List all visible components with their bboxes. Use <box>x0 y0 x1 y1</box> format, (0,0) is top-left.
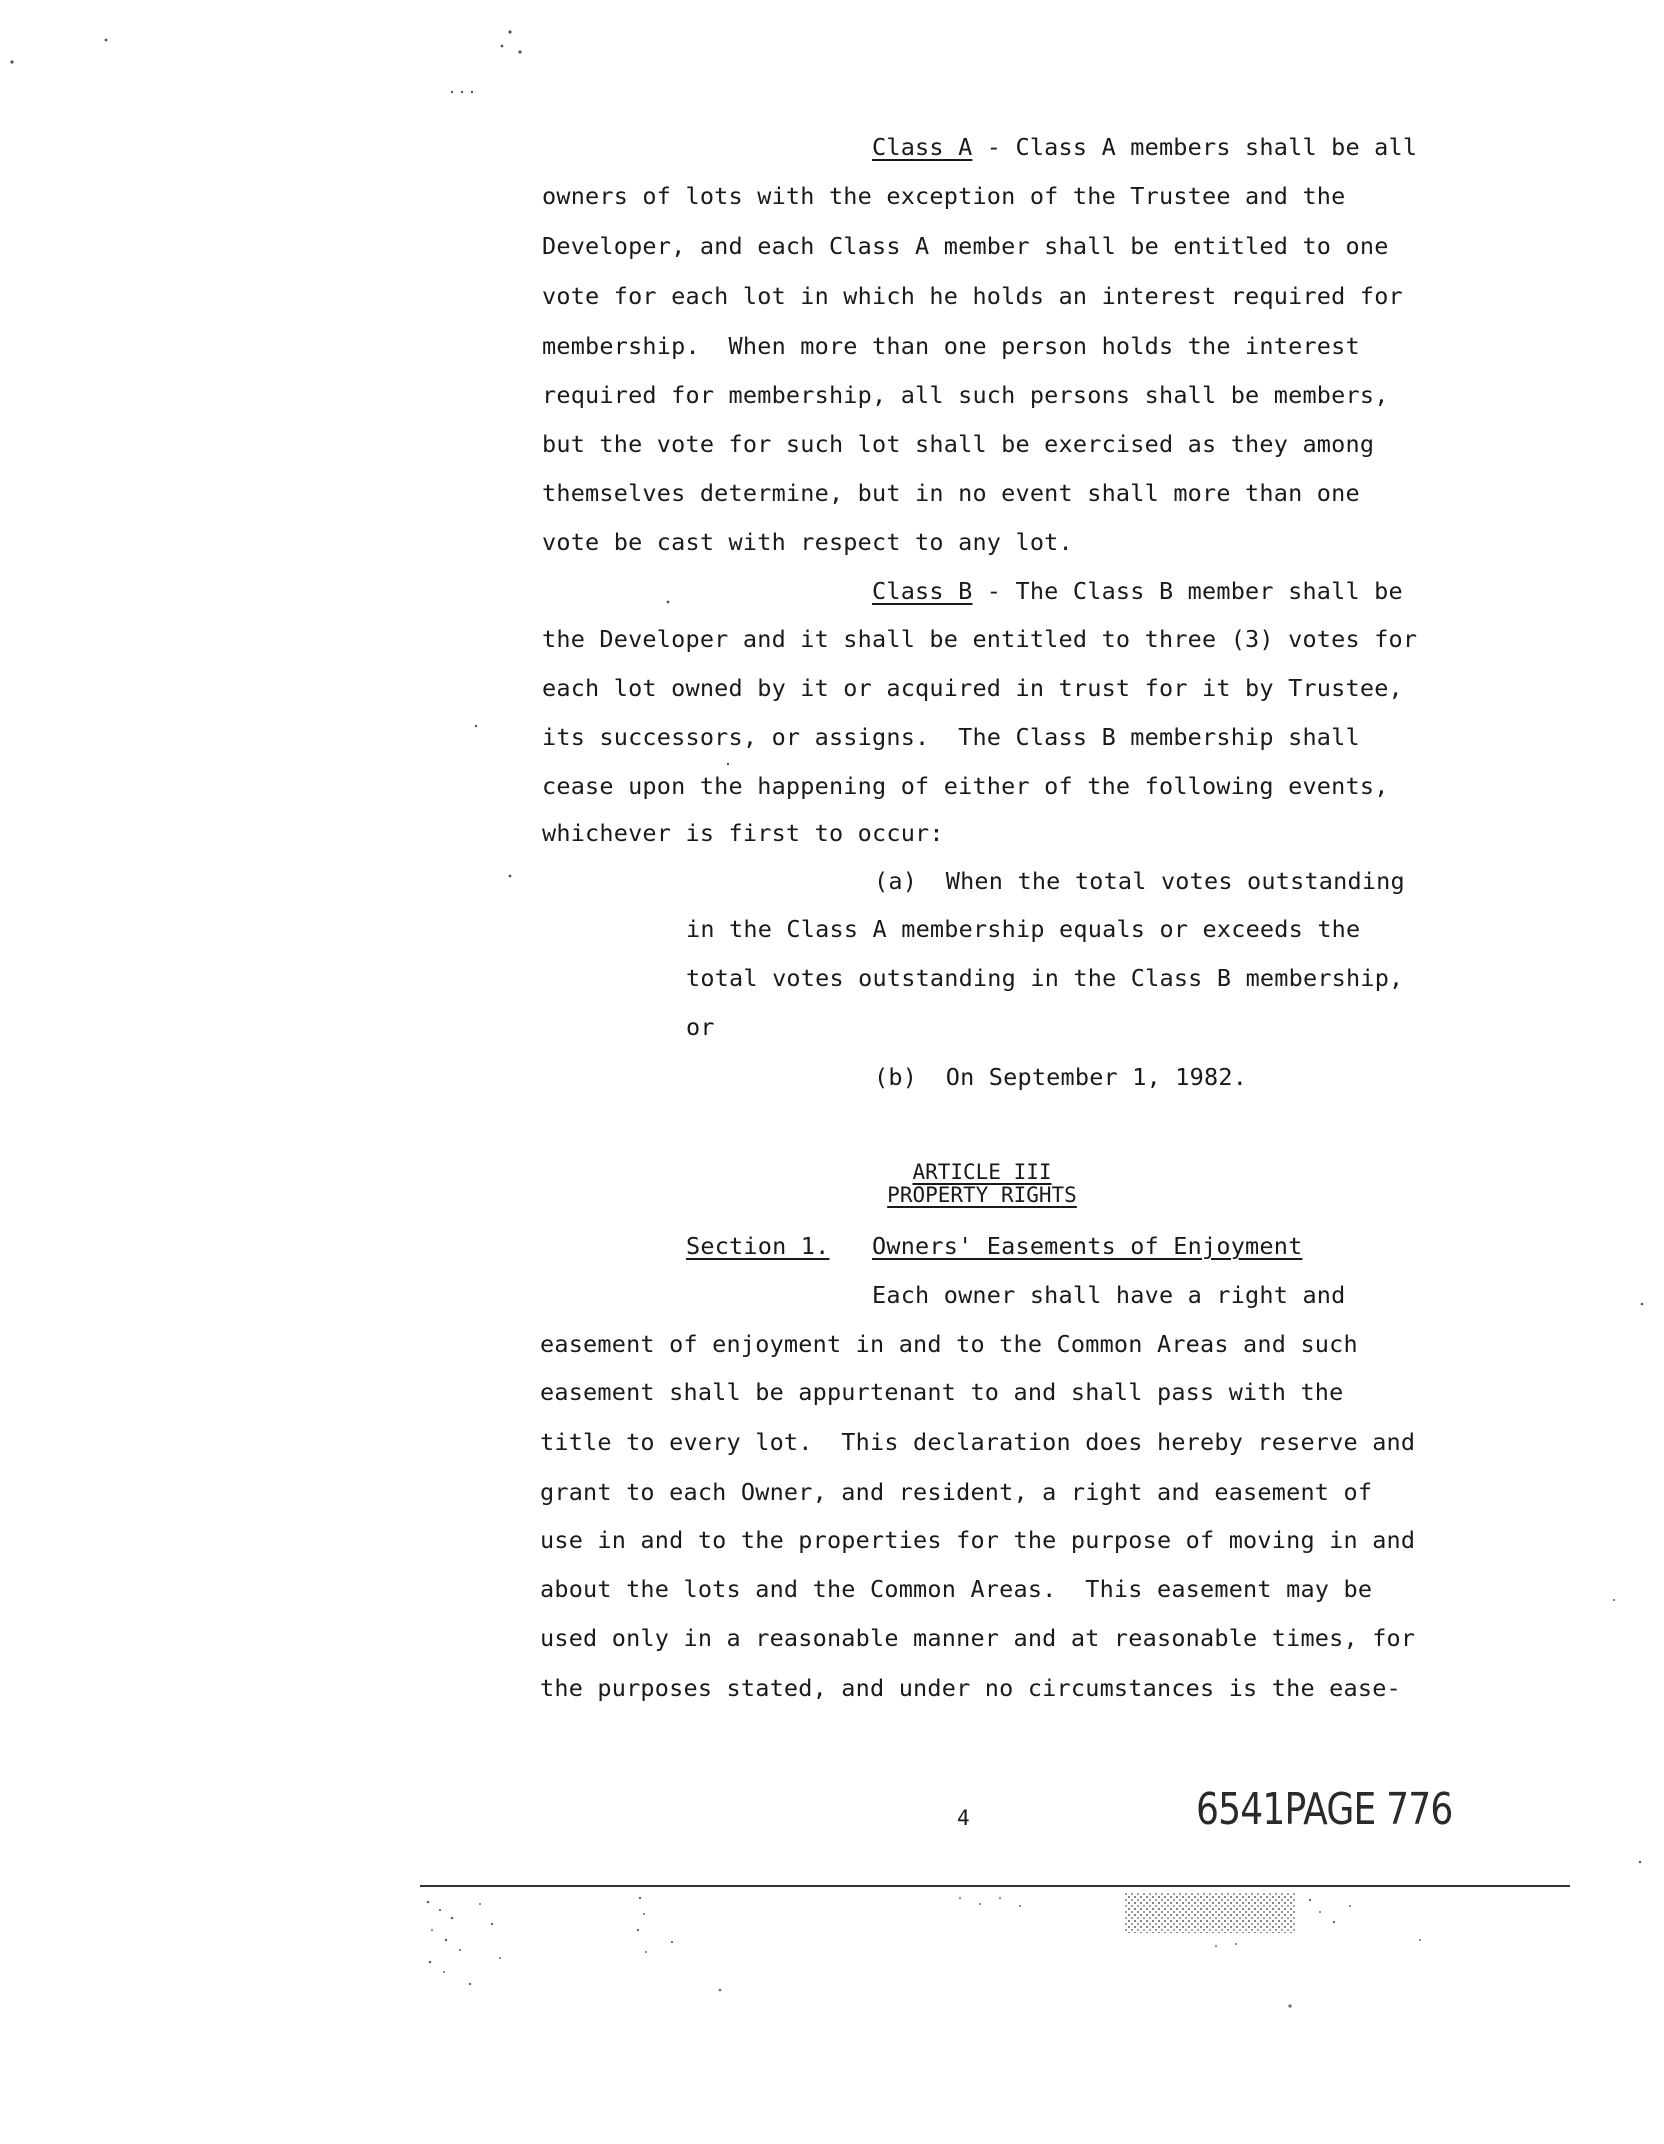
class-b-first-line <box>872 576 1403 606</box>
class-a-line-1: owners of lots with the exception of the Trustee and the <box>542 182 1346 210</box>
article-number: ARTICLE III <box>912 1160 1052 1184</box>
item-a-line-2: total votes outstanding in the Class B membership, <box>686 964 1404 992</box>
section-1-line-1: easement of enjoyment in and to the Common Areas and such <box>540 1330 1358 1358</box>
class-a-line-7: themselves determine, but in no event shall more than one <box>542 479 1360 507</box>
class-b-line-4: cease upon the happening of either of the following events, <box>542 772 1389 800</box>
class-b-line-2: each lot owned by it or acquired in trust for it by Trustee, <box>542 674 1403 702</box>
item-b: (b) On September 1, 1982. <box>874 1063 1248 1091</box>
item-a-line-3: or <box>686 1013 715 1041</box>
class-a-first-line <box>872 132 1417 162</box>
class-b-heading: Class B <box>872 577 973 605</box>
class-a-line-6: but the vote for such lot shall be exercised as they among <box>542 430 1375 458</box>
class-b-line-1: the Developer and it shall be entitled to three (3) votes for <box>542 625 1418 653</box>
class-a-line-3: vote for each lot in which he holds an interest required for <box>542 282 1403 310</box>
footer-rule <box>420 1885 1570 1887</box>
class-a-line-0: - Class A members shall be all <box>972 133 1418 161</box>
class-a-heading: Class A <box>872 133 973 161</box>
article-title: PROPERTY RIGHTS <box>887 1183 1077 1207</box>
section-1-label: Section 1. <box>686 1232 830 1260</box>
class-a-line-8: vote be cast with respect to any lot. <box>542 528 1073 556</box>
class-a-line-4: membership. When more than one person holds the interest <box>542 332 1360 360</box>
section-1-line-7: used only in a reasonable manner and at reasonable times, for <box>540 1624 1416 1652</box>
section-1-line-2: easement shall be appurtenant to and shall pass with the <box>540 1378 1344 1406</box>
class-b-line-3: its successors, or assigns. The Class B membership shall <box>542 723 1360 751</box>
section-1-line-0: Each owner shall have a right and <box>872 1281 1346 1309</box>
section-1-line-3: title to every lot. This declaration does hereby reserve and <box>540 1428 1416 1456</box>
class-a-line-2: Developer, and each Class A member shall be entitled to one <box>542 232 1389 260</box>
section-1-line-6: about the lots and the Common Areas. This easement may be <box>540 1575 1373 1603</box>
class-b-line-5: whichever is first to occur: <box>542 819 944 847</box>
section-1-line-8: the purposes stated, and under no circumstances is the ease- <box>540 1674 1401 1702</box>
section-1-line-5: use in and to the properties for the purpose of moving in and <box>540 1526 1416 1554</box>
class-b-line-0: - The Class B member shall be <box>972 577 1403 605</box>
item-a-line-0: (a) When the total votes outstanding <box>874 867 1405 895</box>
section-1-line-4: grant to each Owner, and resident, a right and easement of <box>540 1478 1373 1506</box>
class-a-line-5: required for membership, all such persons shall be members, <box>542 381 1389 409</box>
page-number: 4 <box>957 1806 970 1830</box>
item-a-line-1: in the Class A membership equals or exceeds the <box>686 915 1361 943</box>
book-page-stamp: 6541PAGE 776 <box>1196 1784 1453 1835</box>
section-1-title: Owners' Easements of Enjoyment <box>872 1232 1303 1260</box>
